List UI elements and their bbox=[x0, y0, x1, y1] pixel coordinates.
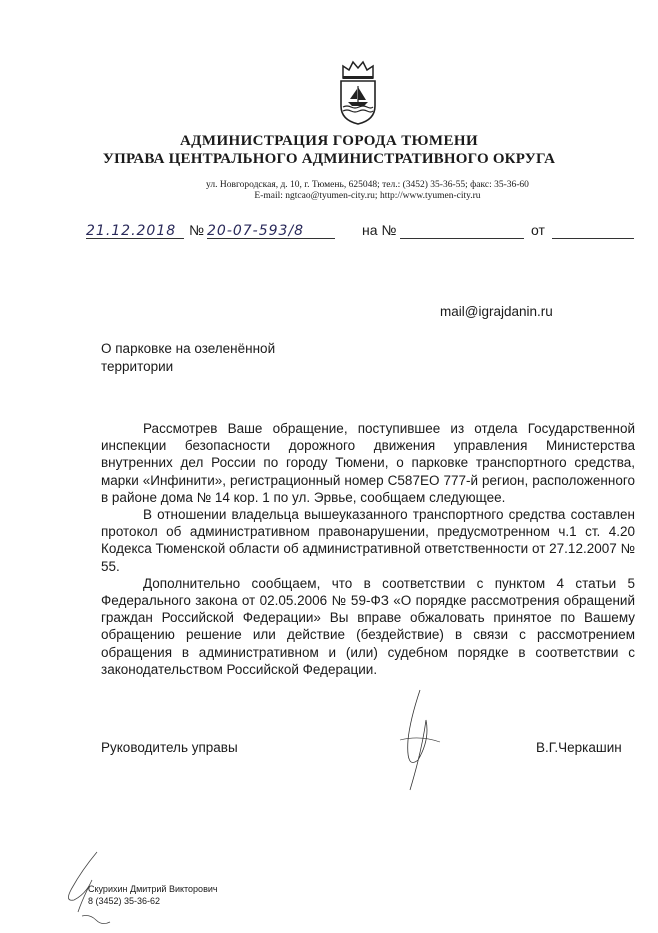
date-handwritten: 21.12.2018 bbox=[86, 223, 177, 239]
number-handwritten: 20-07-593/8 bbox=[207, 223, 305, 239]
contacts-line: E-mail: ngtcao@tyumen-city.ru; http://www.tyumen-city.ru bbox=[254, 191, 481, 201]
number-label: № bbox=[189, 222, 205, 238]
number-field bbox=[207, 222, 335, 239]
body-paragraph: Дополнительно сообщаем, что в соответствии с пунктом 4 статьи 5 Федерального закона от 02.05.2006 № 59-ФЗ «О порядке рассмотрения обращений граждан Российской Федерации» Вы вправе обжаловать принятое по Вашему обращению решение или действие (бездействие) в связи с рассмотрением обращения в административном и (или) судебном порядке в соответствии с законодательством Российской Федерации. bbox=[101, 575, 635, 677]
reply-label: на № bbox=[362, 222, 397, 238]
letter-body bbox=[101, 420, 635, 678]
signatory-name: В.Г.Черкашин bbox=[536, 740, 622, 755]
subject-line: О парковке на озеленённой bbox=[101, 341, 276, 356]
executor-name: Скурихин Дмитрий Викторович bbox=[88, 884, 218, 894]
department-name: УПРАВА ЦЕНТРАЛЬНОГО АДМИНИСТРАТИВНОГО ОКРУГА bbox=[102, 151, 556, 167]
reply-number-field bbox=[400, 222, 524, 239]
from-label: от bbox=[531, 222, 545, 238]
date-field bbox=[86, 222, 184, 239]
reply-date-field bbox=[552, 222, 634, 239]
signatory-role: Руководитель управы bbox=[101, 740, 238, 755]
executor-phone: 8 (3452) 35-36-62 bbox=[88, 896, 161, 906]
body-paragraph: В отношении владельца вышеуказанного транспортного средства составлен протокол об административном правонарушении, предусмотренном ч.1 ст. 4.20 Кодекса Тюменской области об административной ответственности от 27.12.2007 № 55. bbox=[101, 507, 635, 574]
recipient-email: mail@igrajdanin.ru bbox=[440, 304, 553, 319]
subject-line: территории bbox=[101, 359, 174, 374]
coat-of-arms-icon bbox=[335, 60, 381, 126]
organization-name: АДМИНИСТРАЦИЯ ГОРОДА ТЮМЕНИ bbox=[179, 133, 479, 149]
signature-mark bbox=[380, 680, 460, 800]
body-paragraph: Рассмотрев Ваше обращение, поступившее из отдела Государственной инспекции безопасности дорожного движения управления Министерства внутренних дел России по городу Тюмени, о парковке транспортного средства, марки «Инфинити», регистрационный номер С587ЕО 777-й регион, расположенного в районе дома № 14 кор. 1 по ул. Эрвье, сообщаем следующее. bbox=[101, 421, 635, 505]
address-line: ул. Новгородская, д. 10, г. Тюмень, 625048; тел.: (3452) 35-36-55; факс: 35-36-60 bbox=[206, 180, 529, 190]
subject bbox=[101, 340, 321, 376]
